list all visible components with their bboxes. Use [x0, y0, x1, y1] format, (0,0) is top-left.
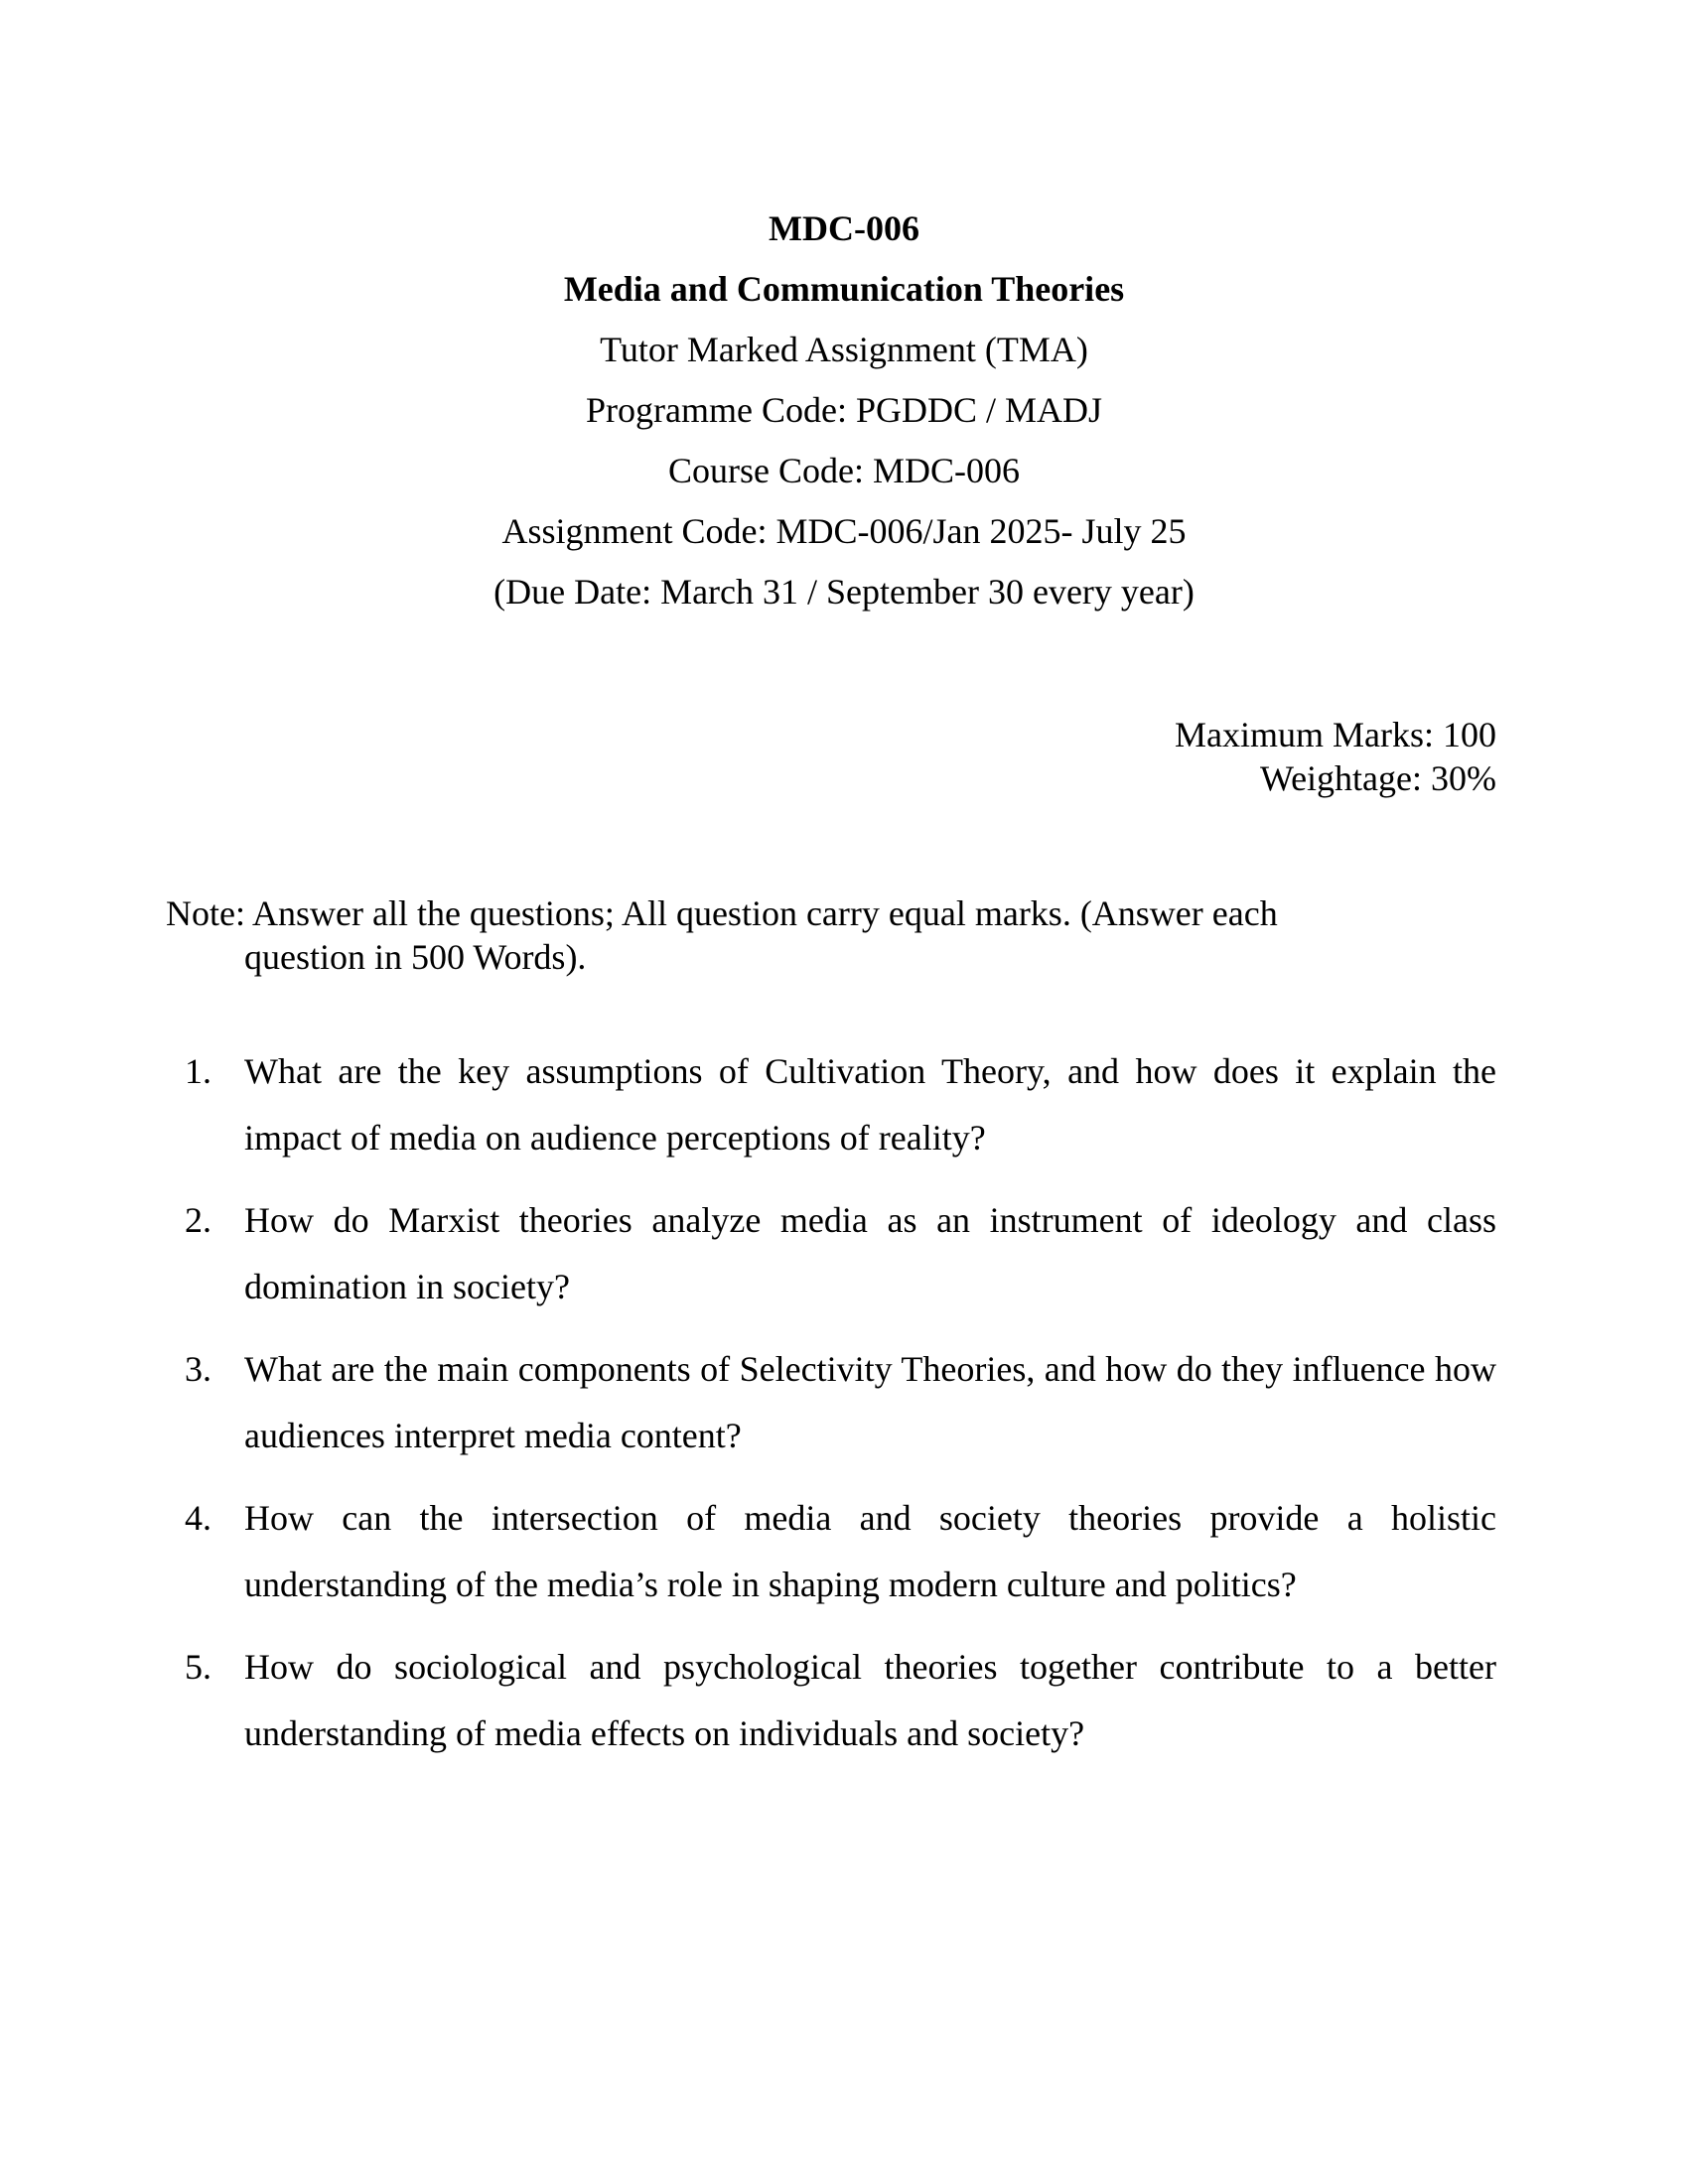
document-header	[0, 199, 1688, 622]
question-item	[0, 1634, 1688, 1767]
question-text: What are the main components of Selectivity Theories, and how do they influence how audiences interpret media content?	[244, 1349, 1496, 1455]
question-text: How do Marxist theories analyze media as an instrument of ideology and class domination in society?	[244, 1200, 1496, 1306]
course-code: Course Code: MDC-006	[668, 451, 1020, 490]
question-list	[0, 1038, 1688, 1783]
note-line-2: question in 500 Words).	[244, 937, 587, 977]
question-number: 2.	[185, 1200, 211, 1240]
assignment-type: Tutor Marked Assignment (TMA)	[600, 330, 1088, 369]
question-item	[0, 1038, 1688, 1171]
weightage: Weightage: 30%	[1259, 758, 1496, 798]
question-number: 5.	[185, 1647, 211, 1687]
question-item	[0, 1187, 1688, 1320]
question-number: 4.	[185, 1498, 211, 1538]
question-text: How do sociological and psychological theories together contribute to a better understanding of media effects on individuals and society?	[244, 1647, 1496, 1753]
programme-code: Programme Code: PGDDC / MADJ	[586, 390, 1102, 430]
note-line-1: Note: Answer all the questions; All question carry equal marks. (Answer each	[166, 893, 1278, 933]
question-number: 3.	[185, 1349, 211, 1389]
question-number: 1.	[185, 1051, 211, 1091]
due-date: (Due Date: March 31 / September 30 every year)	[493, 572, 1195, 612]
question-text: How can the intersection of media and society theories provide a holistic understanding of the media’s role in shaping modern culture and politics?	[244, 1498, 1496, 1604]
question-text: What are the key assumptions of Cultivation Theory, and how does it explain the impact of media on audience perceptions of reality?	[244, 1051, 1496, 1158]
question-item	[0, 1336, 1688, 1469]
question-item	[0, 1485, 1688, 1618]
course-code-title: MDC-006	[769, 208, 919, 248]
marks-block	[1175, 713, 1496, 800]
assignment-code: Assignment Code: MDC-006/Jan 2025- July 25	[501, 511, 1187, 551]
course-name: Media and Communication Theories	[563, 269, 1125, 309]
instructions-note	[166, 891, 1496, 979]
maximum-marks: Maximum Marks: 100	[1175, 715, 1496, 754]
